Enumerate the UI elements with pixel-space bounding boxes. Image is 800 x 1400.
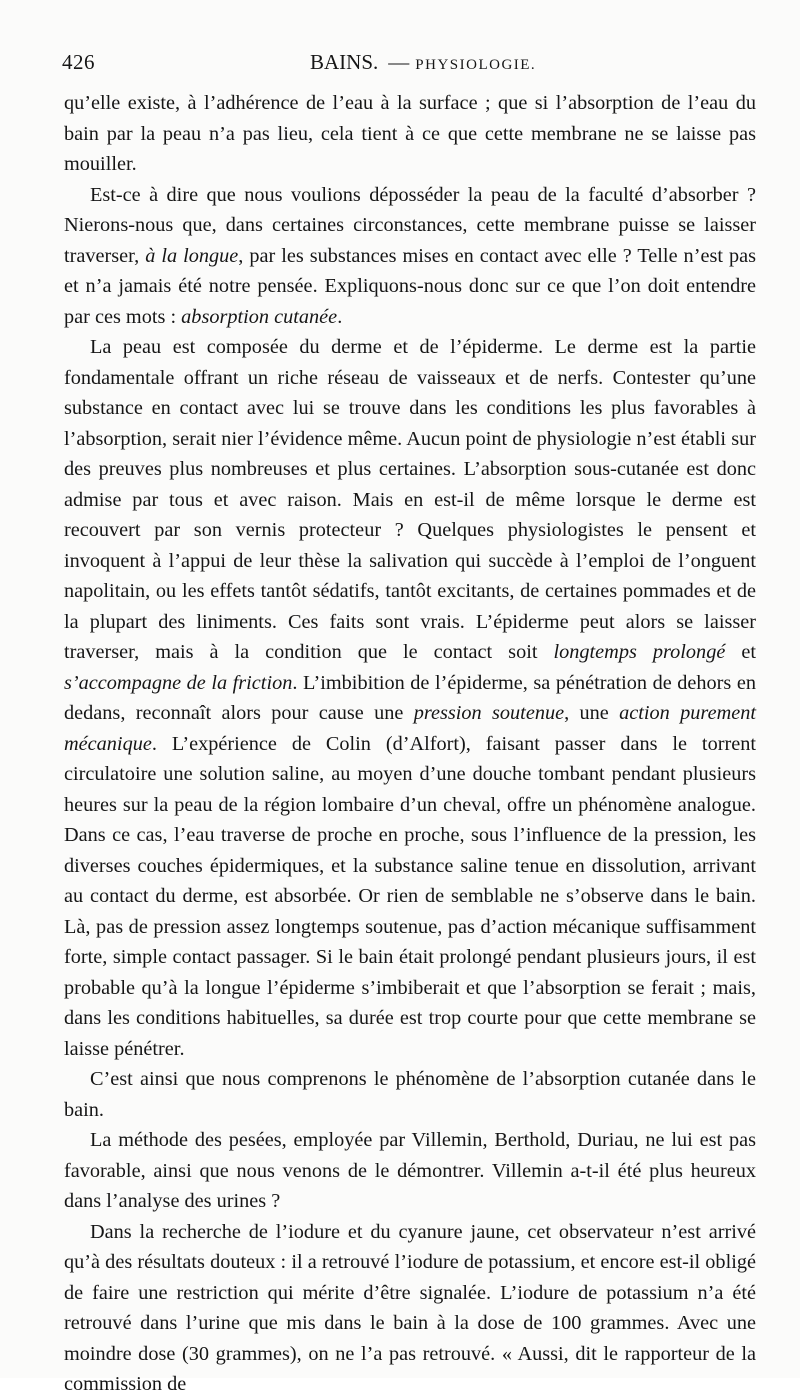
paragraph — [64, 88, 756, 180]
paragraph-text: , par les substances mises en contact avec elle ? Telle n’est pas et n’a jamais été notre pensée. Expliquons-nous donc sur ce que l’on doit entendre par ces mots : — [64, 244, 757, 328]
italic-text: pression soutenue — [413, 702, 565, 724]
running-title — [310, 50, 536, 75]
paragraph-text: qu’elle existe, à l’adhérence de l’eau à la surface ; que si l’absorption de l’eau du bain par la peau n’a pas lieu, cela tient à ce que cette membrane ne se laisse pas mouiller. — [64, 92, 756, 175]
paragraph-text: La peau est composée du derme et de l’épiderme. Le derme est la partie fondamentale offrant un riche réseau de vaisseaux et de nerfs. Contester qu’une substance en contact avec lui se trouve dans les conditions les plus favorables à l’absorption, serait nier l’évidence même. Aucun point de physiologie n’est établi sur des preuves plus nombreuses et plus certaines. L’absorption sous-cutanée est donc admise par tous et avec raison. Mais en est-il de même lorsque le derme est recouvert par son vernis protecteur ? Quelques physiologistes le pensent et invoquent à l’appui de leur thèse la salivation qui succède à l’emploi de l’onguent napolitain, ou les effets tantôt sédatifs, tantôt excitants, de certaines pommades et de la plupart des liniments. Ces faits sont vrais. L’épiderme peut alors se laisser traverser, mais à la condition que le contact soit — [64, 336, 756, 663]
paragraph-text: La méthode des pesées, employée par Villemin, Berthold, Duriau, ne lui est pas favorable, ainsi que nous venons de le démontrer. Villemin a-t-il été plus heureux dans l’analyse des urines ? — [64, 1129, 756, 1212]
running-head — [62, 50, 755, 80]
italic-text: s’accompagne de la friction — [64, 671, 293, 694]
paragraph-text: C’est ainsi que nous comprenons le phénomène de l’absorption cutanée dans le bain. — [64, 1068, 756, 1121]
paragraph-text: Est-ce à dire que nous voulions déposséder la peau de la faculté d’absorber ? Nierons-nous que, dans certaines circonstances, cette membrane puisse se laisser traverser, — [64, 183, 756, 267]
paragraph — [64, 180, 756, 333]
page-number: 426 — [62, 50, 95, 74]
paragraph-text: et — [725, 641, 756, 663]
italic-text: à la longue — [145, 244, 239, 267]
paragraph-text: Dans la recherche de l’iodure et du cyanure jaune, cet observateur n’est arrivé qu’à des résultats douteux : il a retrouvé l’iodure de potassium, et encore est-il obligé de faire une restriction qui mérite d’être signalée. L’iodure de potassium n’a été retrouvé dans l’urine que mis dans le bain à la dose de 100 grammes. Avec une moindre dose (30 grammes), on ne l’a pas retrouvé. « Aussi, dit le rapporteur de la commission de — [64, 1220, 756, 1395]
paragraph-text: , une — [564, 702, 620, 724]
running-title-dash: — — [388, 50, 410, 74]
italic-text: absorption cutanée — [181, 305, 338, 328]
paragraph-text: . L’imbibition de l’épiderme, sa pénétration de dehors en dedans, reconnaît alors pour cause une — [64, 671, 756, 724]
paragraph — [64, 1125, 756, 1217]
running-title-main: BAINS. — [310, 50, 379, 74]
paragraph-text: . — [337, 305, 343, 328]
body-text — [64, 88, 756, 1400]
running-title-subtitle: PHYSIOLOGIE. — [415, 57, 537, 73]
italic-text: longtemps prolongé — [553, 641, 726, 663]
paragraph — [64, 1064, 756, 1125]
paragraph-text: . L’expérience de Colin (d’Alfort), faisant passer dans le torrent circulatoire une solution saline, au moyen d’une douche tombant pendant plusieurs heures sur la peau de la région lombaire d’un cheval, offre un phénomène analogue. Dans ce cas, l’eau traverse de proche en proche, sous l’influence de la pression, les diverses couches épidermiques, et la substance saline tenue en dissolution, arrivant au contact du derme, est absorbée. Or rien de semblable ne s’observe dans le bain. Là, pas de pression assez longtemps soutenue, pas d’action mécanique suffisamment forte, simple contact passager. Si le bain était prolongé pendant plusieurs jours, il est probable qu’à la longue l’épiderme s’imbiberait et que l’absorption se ferait ; mais, dans les conditions habituelles, sa durée est trop courte pour que cette membrane se laisse pénétrer. — [64, 732, 756, 1060]
paragraph — [64, 332, 756, 1064]
italic-text: action purement mécanique — [64, 702, 756, 755]
paragraph — [64, 1217, 756, 1400]
